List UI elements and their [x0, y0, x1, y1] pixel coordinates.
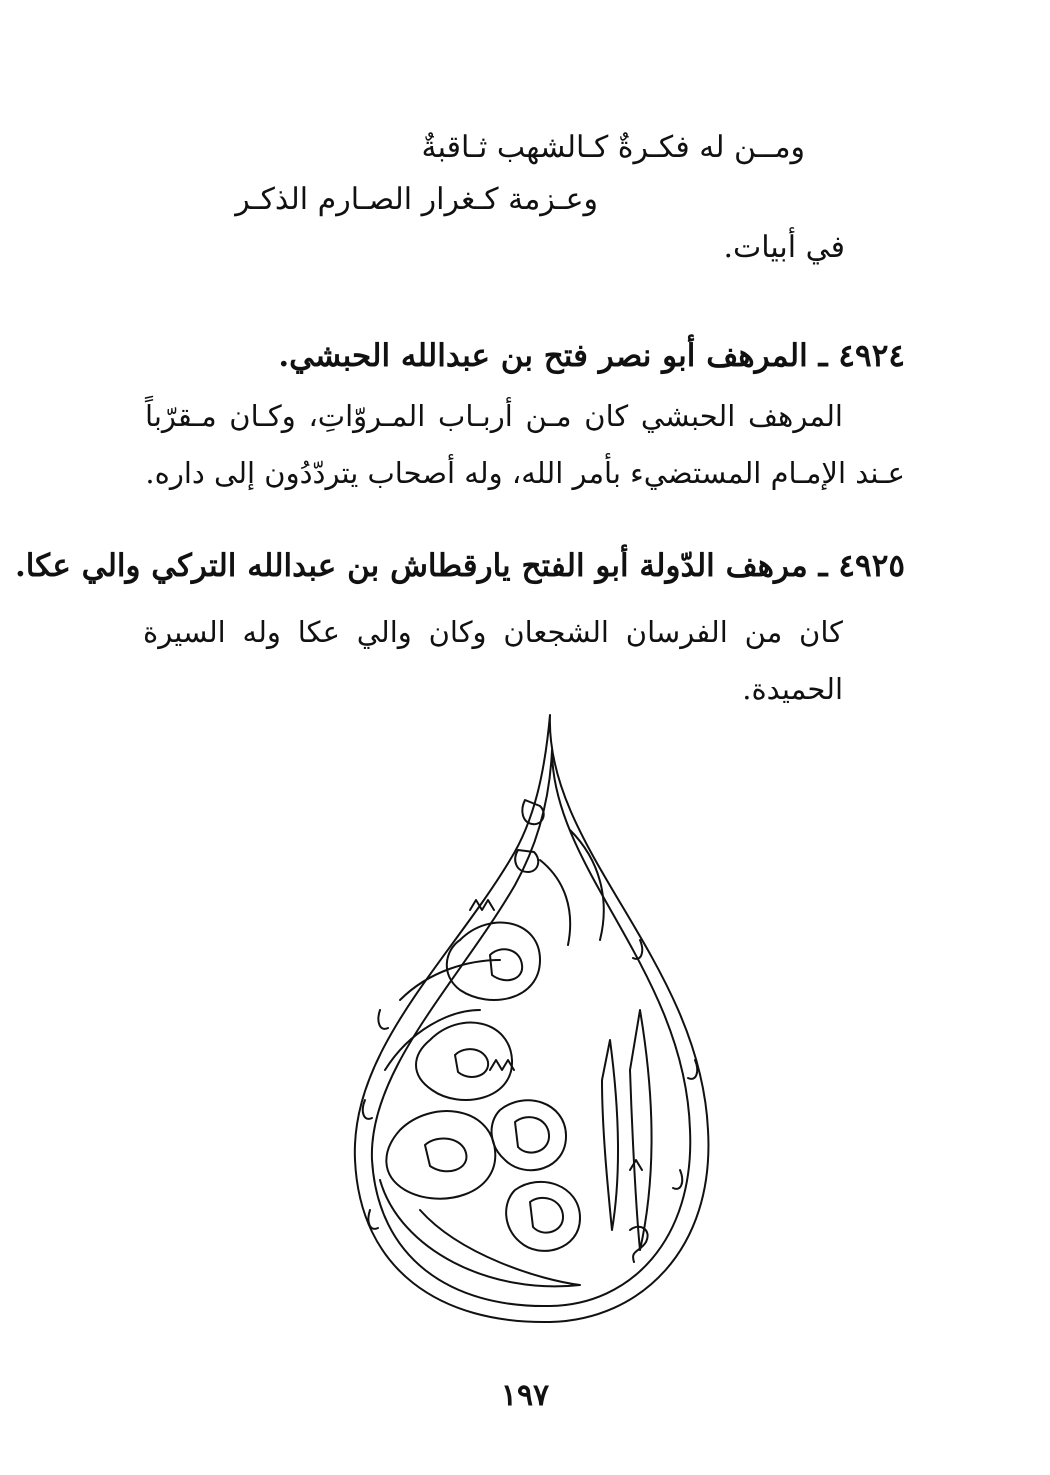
page-number: ١٩٧ — [500, 1378, 550, 1413]
poem-verse-first-hemistich: ومــن له فكـرةٌ كـالشهب ثـاقبةٌ — [421, 130, 805, 165]
entry-body: المرهف الحبشي كان مـن أربـاب المـروّاتِ، وكـان مـقرّباً عـند الإمـام المستضيء بأمر الله، وله أصحاب يتردّدُون إلى داره. — [145, 399, 905, 490]
entry-title: ٤٩٢٥ ـ مرهف الدّولة أبو الفتح يارقطاش بن عبدالله التركي والي عكا. — [15, 548, 905, 584]
entry-body: كان من الفرسان الشجعان وكان والي عكا وله السيرة الحميدة. — [143, 615, 843, 706]
poem-verse-second-hemistich: وعـزمة كـغرار الصـارم الذكـر — [235, 182, 598, 217]
entry-title: ٤٩٢٤ ـ المرهف أبو نصر فتح بن عبدالله الحبشي. — [278, 338, 905, 374]
calligraphy-drop-icon — [340, 710, 720, 1330]
poem-note: في أبيات. — [723, 230, 845, 265]
